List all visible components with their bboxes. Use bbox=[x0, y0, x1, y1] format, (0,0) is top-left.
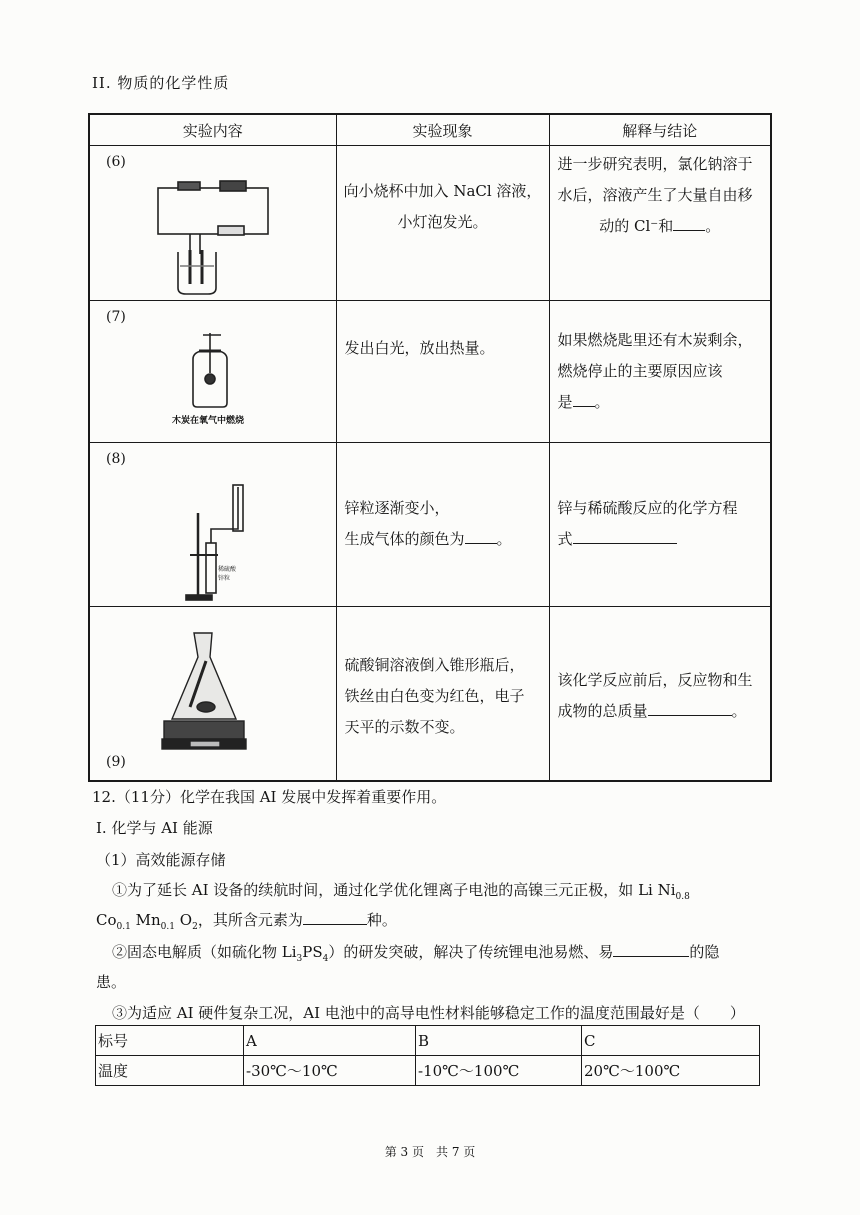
figure-label: 稀硫酸 bbox=[218, 566, 237, 573]
phenomenon-cell bbox=[336, 146, 549, 301]
item-2-line-1 bbox=[112, 942, 719, 969]
table-header-row bbox=[89, 114, 771, 146]
table-row bbox=[89, 301, 771, 443]
table-cell: 标号 bbox=[96, 1026, 244, 1056]
subscript: 2 bbox=[192, 922, 198, 932]
table-cell: -10℃～100℃ bbox=[416, 1056, 582, 1086]
phenomenon-line: 天平的示数不变。 bbox=[344, 718, 465, 736]
subscript: 0.1 bbox=[116, 922, 131, 932]
page-footer: 第 3 页 共 7 页 bbox=[384, 1145, 476, 1159]
item-text: O bbox=[179, 911, 193, 929]
item-1-line-2 bbox=[96, 910, 397, 937]
explanation-line: 水后，溶液产生了大量自由移 bbox=[557, 186, 753, 204]
conductivity-circuit-figure bbox=[150, 172, 280, 296]
subscript: 0.8 bbox=[675, 892, 690, 902]
item-text: Co bbox=[96, 911, 117, 929]
phenomenon-cell bbox=[336, 607, 549, 781]
row-label: (9) bbox=[106, 753, 126, 770]
figure-caption: 木炭在氧气中燃烧 bbox=[172, 416, 245, 426]
item-text: 的隐 bbox=[689, 943, 720, 961]
sub-heading: （1）高效能源存储 bbox=[96, 851, 226, 869]
phenomenon-line: 锌粒逐渐变小， bbox=[344, 499, 450, 517]
item-1-line-1 bbox=[112, 880, 690, 907]
explanation-punct: 。 bbox=[731, 702, 747, 720]
answer-blank[interactable] bbox=[673, 216, 705, 231]
explanation-line: 如果燃烧匙里还有木炭剩余， bbox=[557, 331, 753, 349]
item-text: ，其所含元素为 bbox=[197, 911, 303, 929]
answer-blank[interactable] bbox=[613, 942, 689, 957]
phenomenon-line: 向小烧杯中加入 NaCl 溶液， bbox=[343, 182, 542, 200]
table-cell: A bbox=[244, 1026, 416, 1056]
explanation-cell bbox=[549, 443, 771, 607]
explanation-cell bbox=[549, 301, 771, 443]
table-row bbox=[89, 146, 771, 301]
balance-flask-figure bbox=[160, 627, 250, 757]
subscript: 4 bbox=[322, 954, 329, 964]
experiment-cell bbox=[89, 443, 336, 607]
experiment-cell bbox=[89, 607, 336, 781]
explanation-line: 燃烧停止的主要原因应该 bbox=[557, 362, 723, 380]
phenomenon-line: 铁丝由白色变为红色，电子 bbox=[344, 687, 525, 705]
header-explanation: 解释与结论 bbox=[549, 114, 771, 146]
answer-blank[interactable] bbox=[573, 529, 677, 544]
item-text: ②固态电解质（如硫化物 Li bbox=[112, 943, 297, 961]
table-cell: C bbox=[582, 1026, 760, 1056]
phenomenon-cell bbox=[336, 301, 549, 443]
experiment-table bbox=[88, 113, 772, 782]
explanation-line: 式 bbox=[557, 530, 573, 548]
zinc-acid-apparatus-figure bbox=[178, 483, 253, 603]
row-label: (8) bbox=[106, 451, 126, 467]
explanation-cell bbox=[549, 607, 771, 781]
explanation-line: 该化学反应前后，反应物和生 bbox=[557, 671, 753, 689]
figure-label: 锌粒 bbox=[218, 575, 231, 582]
header-phenomenon: 实验现象 bbox=[336, 114, 549, 146]
experiment-cell bbox=[89, 301, 336, 443]
table-cell: 温度 bbox=[96, 1056, 244, 1086]
table-row bbox=[89, 443, 771, 607]
subscript: 3 bbox=[296, 954, 303, 964]
item-text: 种。 bbox=[366, 911, 397, 929]
table-row bbox=[96, 1056, 760, 1086]
item-text: ①为了延长 AI 设备的续航时间，通过化学优化锂离子电池的高镍三元正极，如 Li Ni bbox=[112, 881, 676, 899]
explanation-line: 动的 Cl⁻和 bbox=[599, 217, 674, 235]
question-stem: 12.（11分）化学在我国 AI 发展中发挥着重要作用。 bbox=[92, 788, 447, 806]
table-row bbox=[89, 607, 771, 781]
phenomenon-line: 生成气体的颜色为 bbox=[344, 530, 465, 548]
explanation-cell bbox=[549, 146, 771, 301]
row-label: (6) bbox=[106, 154, 126, 170]
explanation-line: 成物的总质量 bbox=[557, 702, 648, 720]
explanation-line: 锌与稀硫酸反应的化学方程 bbox=[557, 499, 738, 517]
explanation-punct: 。 bbox=[594, 393, 610, 411]
section-title: II. 物质的化学性质 bbox=[92, 74, 230, 92]
answer-blank[interactable] bbox=[465, 529, 497, 544]
table-cell: B bbox=[416, 1026, 582, 1056]
explanation-punct: 。 bbox=[705, 217, 721, 235]
explanation-line: 是 bbox=[557, 393, 573, 411]
temperature-table bbox=[95, 1025, 760, 1086]
charcoal-burning-figure bbox=[185, 329, 235, 409]
experiment-cell bbox=[89, 146, 336, 301]
part-heading: I. 化学与 AI 能源 bbox=[96, 819, 213, 837]
item-2-line-2: 患。 bbox=[96, 973, 127, 991]
phenomenon-line: 硫酸铜溶液倒入锥形瓶后， bbox=[344, 656, 525, 674]
subscript: 0.1 bbox=[160, 922, 175, 932]
item-text: Mn bbox=[135, 911, 161, 929]
row-label: (7) bbox=[106, 309, 126, 325]
phenomenon-line: 发出白光，放出热量。 bbox=[344, 339, 495, 357]
table-row bbox=[96, 1026, 760, 1056]
phenomenon-cell bbox=[336, 443, 549, 607]
item-text: ）的研发突破，解决了传统锂电池易燃、易 bbox=[328, 943, 614, 961]
phenomenon-line: 小灯泡发光。 bbox=[397, 213, 488, 231]
answer-blank[interactable] bbox=[303, 910, 367, 925]
answer-blank[interactable] bbox=[573, 392, 595, 407]
phenomenon-punct: 。 bbox=[496, 530, 512, 548]
item-3: ③为适应 AI 硬件复杂工况，AI 电池中的高导电性材料能够稳定工作的温度范围最好是（ ） bbox=[112, 1004, 745, 1022]
answer-blank[interactable] bbox=[648, 701, 732, 716]
table-cell: 20℃～100℃ bbox=[582, 1056, 760, 1086]
table-cell: -30℃～10℃ bbox=[244, 1056, 416, 1086]
header-content: 实验内容 bbox=[89, 114, 336, 146]
item-text: PS bbox=[302, 943, 323, 961]
explanation-line: 进一步研究表明，氯化钠溶于 bbox=[557, 155, 753, 173]
